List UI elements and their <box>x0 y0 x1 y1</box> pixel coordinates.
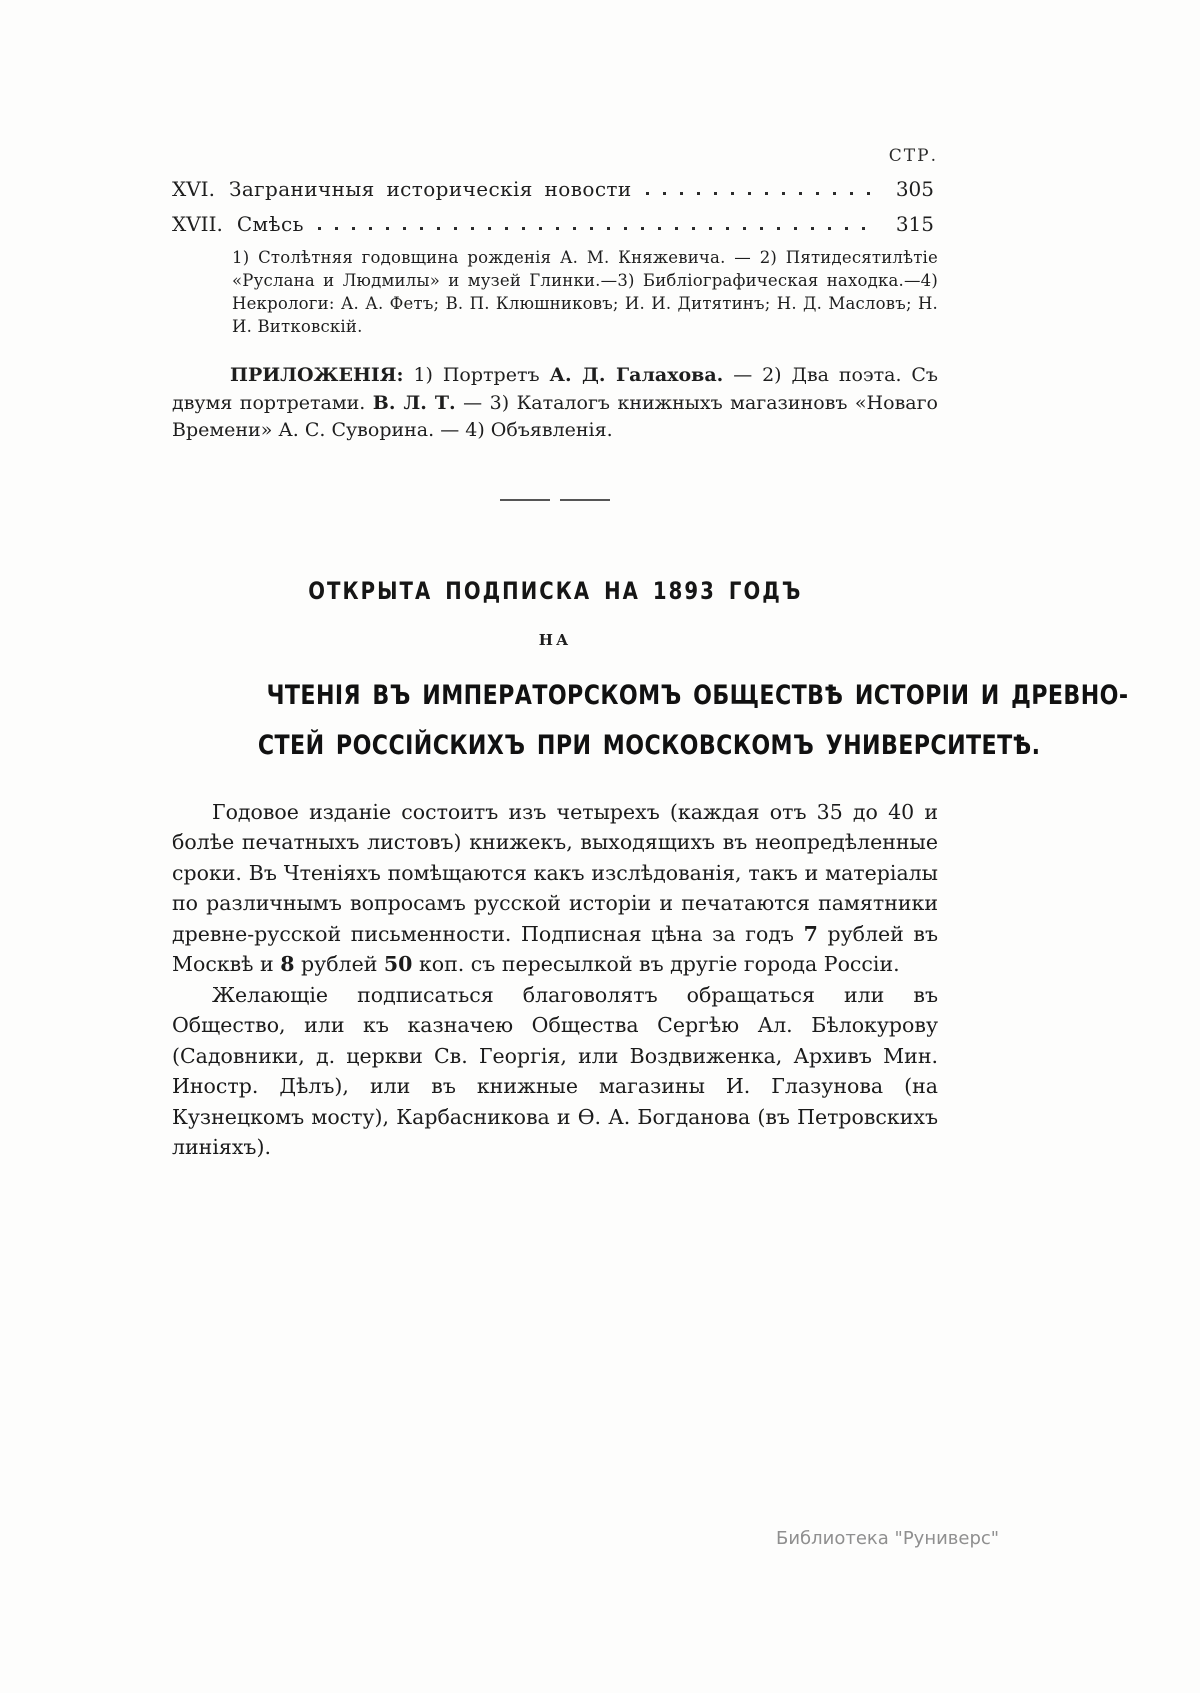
toc-row <box>172 212 938 236</box>
toc-entry-title: Заграничныя историческія новости <box>228 177 632 201</box>
toc-row <box>172 177 938 201</box>
dot-leader <box>646 192 876 195</box>
appendix-text: 1) Портретъ <box>403 364 550 386</box>
para1-price-bold: 50 <box>383 952 413 976</box>
library-watermark: Библиотека "Руниверс" <box>776 1528 1000 1549</box>
toc-subentry-note: 1) Столѣтняя годовщина рожденія А. М. Княжевича. — 2) Пятидесятилѣтіе «Руслана и Людмилы» и музей Глинки.—3) Библіографическая находка.—4) Некрологи: А. А. Фетъ; В. П. Клюшниковъ; И. И. Дитятинъ; Н. Д. Масловъ; Н. И. Витковскій. <box>232 248 938 336</box>
subscription-paragraph-2: Желающіе подписаться благоволятъ обращаться или въ Общество, или къ казначею Общества Сергѣю Ал. Бѣлокурову (Садовники, д. церкви Св. Георгія, или Воздвиженка, Архивъ Мин. Иностр. Дѣлъ), или въ книжные магазины И. Глазунова (на Кузнецкомъ мосту), Карбасникова и Ѳ. А. Богданова (въ Петровскихъ линіяхъ). <box>172 982 938 1159</box>
para1-price-bold: 8 <box>280 952 295 976</box>
conjunction-na: НА <box>538 630 572 649</box>
para1-text: рублей въ Москвѣ и <box>172 921 939 976</box>
appendix-initials-bold: В. Л. Т. <box>372 391 456 414</box>
toc-entry-title: Смѣсь <box>236 212 304 236</box>
society-heading-line2: СТЕЙ РОССІЙСКИХЪ ПРИ МОСКОВСКОМЪ УНИВЕРСИТЕТѢ. <box>257 729 1041 761</box>
para1-text: коп. съ пересылкой въ другіе города Россіи. <box>412 952 900 976</box>
page-column-header: СТР. <box>888 146 938 166</box>
toc-entry-number: XVII. <box>172 212 223 236</box>
subscription-title: ОТКРЫТА ПОДПИСКА НА 1893 ГОДЪ <box>307 576 803 605</box>
appendix-paragraph <box>172 362 938 445</box>
para1-text: Годовое изданіе состоитъ изъ четырехъ (каждая отъ 35 до 40 и болѣе печатныхъ листовъ) книжекъ, выходящихъ въ неопредѣленные сроки. Въ Чтеніяхъ помѣщаются какъ изслѣдованія, такъ и матеріалы по различнымъ вопросамъ русской исторіи и печатаются памятники древне-русской письменности. Подписная цѣна за годъ <box>172 799 938 946</box>
toc-entry-page: 305 <box>895 177 934 201</box>
dot-leader <box>318 227 876 230</box>
page-content <box>172 146 1129 1163</box>
society-heading <box>172 671 1129 771</box>
para1-text: рублей <box>294 952 384 976</box>
divider-dash <box>560 499 610 501</box>
para1-price-bold: 7 <box>803 921 818 946</box>
toc-entry-number: XVI. <box>172 177 215 201</box>
society-heading-line1: ЧТЕНІЯ ВЪ ИМПЕРАТОРСКОМЪ ОБЩЕСТВѢ ИСТОРІИ И ДРЕВНО- <box>266 679 1129 711</box>
appendix-text: — 3) Каталогъ книжныхъ магазиновъ «Новаго Времени» А. С. Суворина. — 4) Объявленія. <box>172 391 938 441</box>
appendix-name-bold: А. Д. Галахова. <box>549 364 724 386</box>
section-divider <box>495 499 615 501</box>
subscription-paragraph-1 <box>172 797 938 980</box>
appendix-label: ПРИЛОЖЕНІЯ: <box>230 364 404 386</box>
divider-dash <box>500 499 550 501</box>
appendix-text: — 2) Два поэта. Съ двумя портретами. <box>172 364 939 414</box>
toc-entry-page: 315 <box>895 212 934 236</box>
